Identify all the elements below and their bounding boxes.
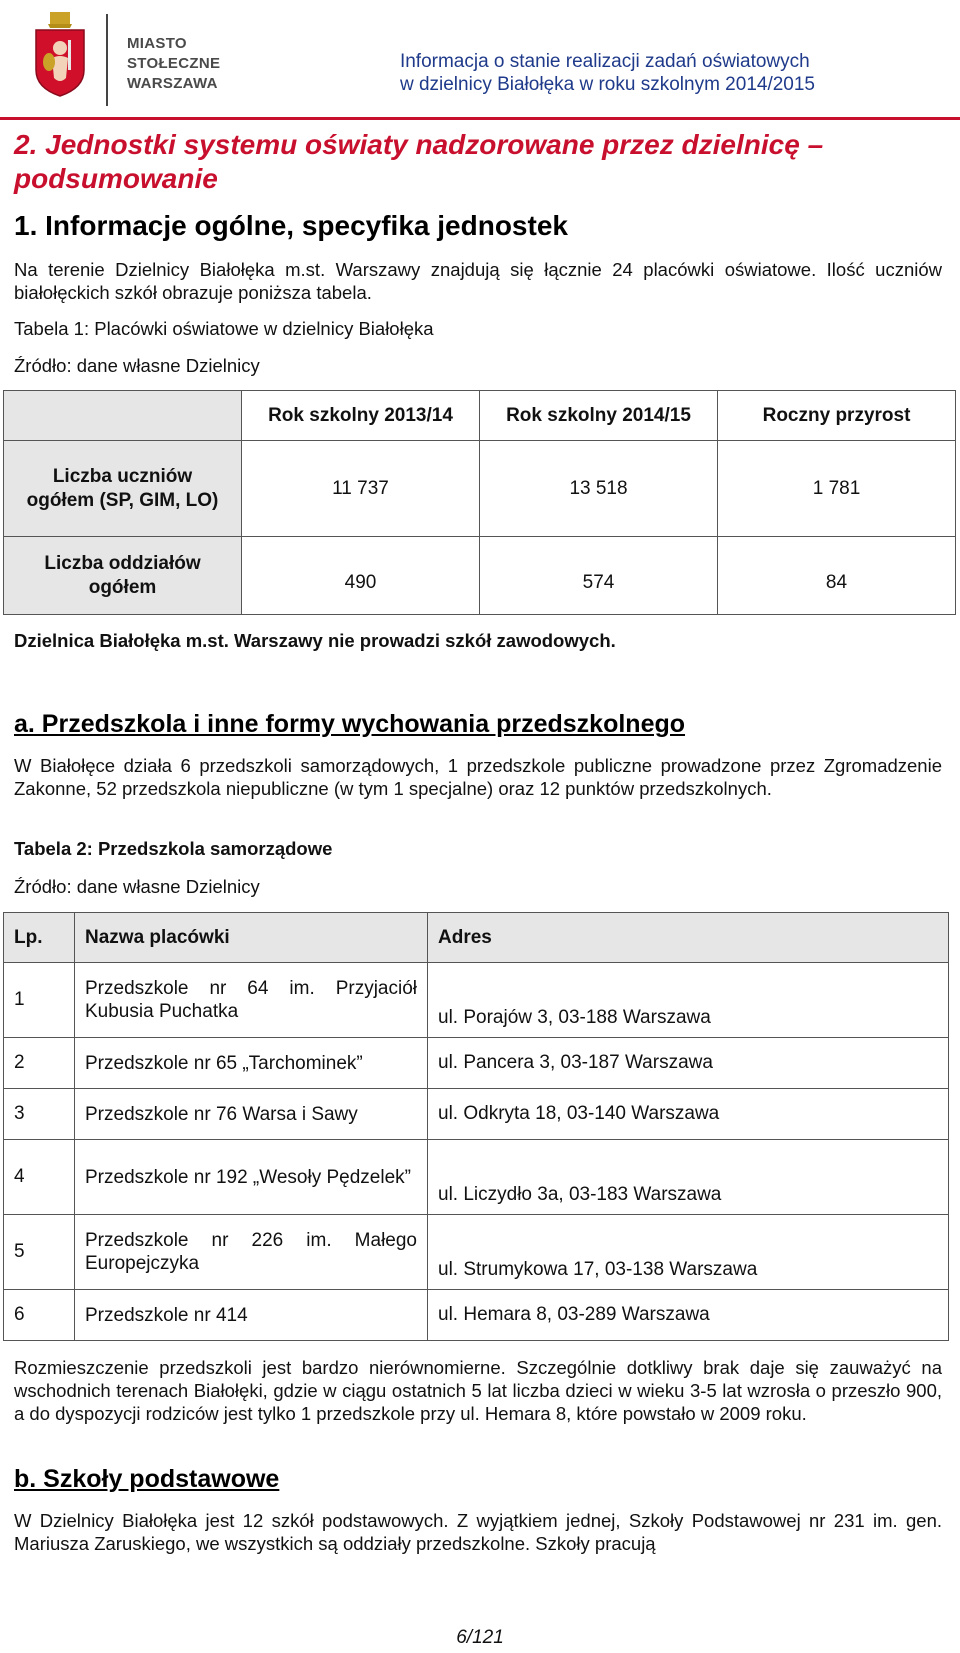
table1-caption: Tabela 1: Placówki oświatowe w dzielnicy Białołęka — [14, 318, 434, 339]
table1-note: Dzielnica Białołęka m.st. Warszawy nie prowadzi szkół zawodowych. — [14, 630, 616, 651]
distribution-paragraph: Rozmieszczenie przedszkoli jest bardzo nierównomierne. Szczególnie dotkliwy brak daje się zauważyć na wschodnich terenach Białołęki, gdzie w ciągu ostatnich 5 lat liczba dzieci w wieku 3-5 lat wzrosła o przeszło 900, a do dyspozycji rodziców jest tylko 1 przedszkole przy ul. Hemara 8, które powstało w 2009 roku. — [14, 1357, 942, 1424]
logo-text: MIASTO STOŁECZNE WARSZAWA — [127, 35, 221, 92]
table-students — [3, 390, 956, 615]
main-heading: 2. Jednostki systemu oświaty nadzorowane przez dzielnicę – podsumowanie — [14, 129, 824, 194]
section-b-paragraph: W Dzielnicy Białołęka jest 12 szkół podstawowych. Z wyjątkiem jednej, Szkoły Podstawowej nr 231 im. gen. Mariusza Zaruskiego, we wszystkich są oddziały przedszkolne. Szkoły pracują — [14, 1510, 942, 1554]
table2-source: Źródło: dane własne Dzielnicy — [14, 876, 260, 897]
table-row: Liczba oddziałów ogółem 490 574 84 — [4, 537, 956, 615]
table1-source: Źródło: dane własne Dzielnicy — [14, 355, 260, 376]
table-preschools — [3, 912, 949, 1341]
warsaw-crest-icon — [30, 12, 90, 98]
section-b-heading: b. Szkoły podstawowe — [14, 1465, 280, 1493]
table-row: 2 Przedszkole nr 65 „Tarchominek” ul. Pancera 3, 03-187 Warszawa — [4, 1038, 949, 1089]
table-row: 4 Przedszkole nr 192 „Wesoły Pędzelek” ul. Liczydło 3a, 03-183 Warszawa — [4, 1140, 949, 1215]
header-rule — [0, 117, 960, 120]
table2-caption: Tabela 2: Przedszkola samorządowe — [14, 838, 333, 859]
section-a-heading: a. Przedszkola i inne formy wychowania przedszkolnego — [14, 710, 686, 738]
table-row: 6 Przedszkole nr 414 ul. Hemara 8, 03-289 Warszawa — [4, 1290, 949, 1341]
header-divider — [106, 14, 108, 106]
table-row: Lp. Nazwa placówki Adres — [4, 913, 949, 963]
page-number: 6/121 — [456, 1627, 504, 1648]
section-1-heading: 1. Informacje ogólne, specyfika jednostek — [14, 210, 568, 241]
report-title: Informacja o stanie realizacji zadań oświatowych w dzielnicy Białołęka w roku szkolnym 2014/2015 — [399, 51, 815, 95]
table-row: 1 Przedszkole nr 64 im. Przyjaciół Kubusia Puchatka ul. Porajów 3, 03-188 Warszawa — [4, 963, 949, 1038]
page-header — [0, 0, 960, 118]
table-row: 5 Przedszkole nr 226 im. Małego Europejczyka ul. Strumykowa 17, 03-138 Warszawa — [4, 1215, 949, 1290]
intro-paragraph: Na terenie Dzielnicy Białołęka m.st. Warszawy znajdują się łącznie 24 placówki oświatowe. Ilość uczniów białołęckich szkół obrazuje poniższa tabela. — [14, 259, 942, 303]
table-row: Liczba uczniów ogółem (SP, GIM, LO) 11 737 13 518 1 781 — [4, 441, 956, 537]
table-row: 3 Przedszkole nr 76 Warsa i Sawy ul. Odkryta 18, 03-140 Warszawa — [4, 1089, 949, 1140]
table-row: Rok szkolny 2013/14 Rok szkolny 2014/15 Roczny przyrost — [4, 391, 956, 441]
section-a-paragraph: W Białołęce działa 6 przedszkoli samorządowych, 1 przedszkole publiczne prowadzone przez Zgromadzenie Zakonne, 52 przedszkola niepubliczne (w tym 1 specjalne) oraz 12 punktów przedszkolnych. — [14, 755, 942, 799]
